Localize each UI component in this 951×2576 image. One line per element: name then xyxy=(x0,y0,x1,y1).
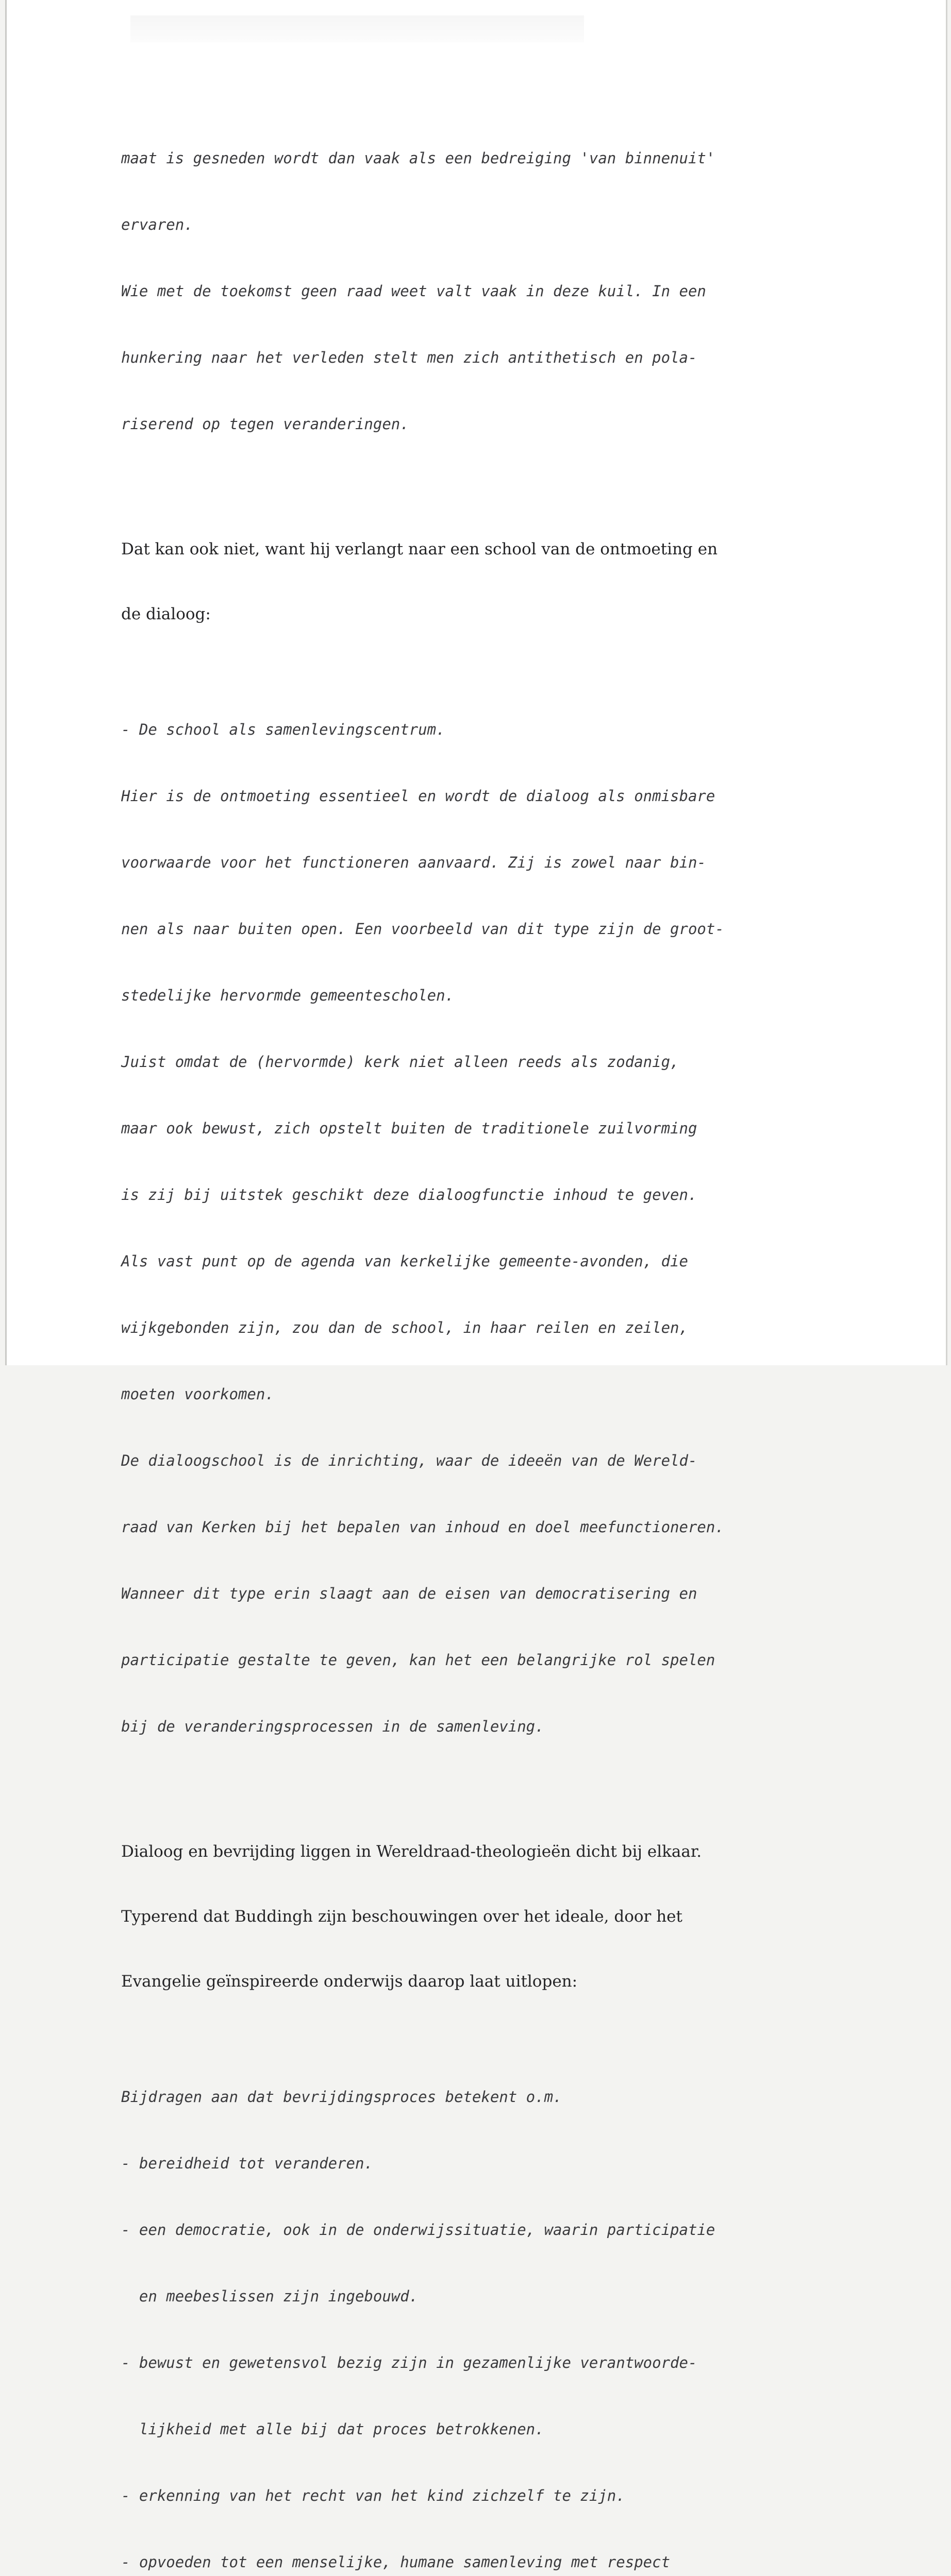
list-item: - bewust en gewetensvol bezig zijn in gezamenlijke verantwoorde- xyxy=(121,2354,697,2371)
text-line: Typerend dat Buddingh zijn beschouwingen over het ideale, door het xyxy=(121,1907,682,1926)
paragraph-typewriter-3 xyxy=(121,2042,869,2576)
list-item: en meebeslissen zijn ingebouwd. xyxy=(121,2287,419,2305)
text-line: Bijdragen aan dat bevrijdingsproces betekent o.m. xyxy=(121,2088,562,2106)
text-line: bij de veranderingsprocessen in de samenleving. xyxy=(121,1718,544,1735)
paragraph-serif-2 xyxy=(121,1798,869,2036)
text-line: stedelijke hervormde gemeentescholen. xyxy=(121,987,455,1004)
paragraph-typewriter-2 xyxy=(121,674,869,1782)
text-line: maat is gesneden wordt dan vaak als een bedreiging 'van binnenuit' xyxy=(121,149,715,167)
text-line: ervaren. xyxy=(121,216,193,233)
text-line: Evangelie geïnspireerde onderwijs daarop laat uitlopen: xyxy=(121,1972,578,1991)
list-item: - bereidheid tot veranderen. xyxy=(121,2155,373,2172)
list-item: lijkheid met alle bij dat proces betrokkenen. xyxy=(121,2420,544,2438)
bleed-through-shadow xyxy=(130,15,584,42)
text-line: De dialoogschool is de inrichting, waar de ideeën van de Wereld- xyxy=(121,1452,697,1469)
paragraph-typewriter-1 xyxy=(121,103,869,480)
text-line: hunkering naar het verleden stelt men zich antithetisch en pola- xyxy=(121,349,697,366)
page-sheet xyxy=(5,0,947,2571)
text-line: riserend op tegen veranderingen. xyxy=(121,415,409,433)
list-item: - erkenning van het recht van het kind zichzelf te zijn. xyxy=(121,2487,625,2504)
list-item: - opvoeden tot een menselijke, humane samenleving met respect xyxy=(121,2553,671,2571)
page-content xyxy=(121,103,869,2576)
text-line: maar ook bewust, zich opstelt buiten de traditionele zuilvorming xyxy=(121,1120,697,1137)
text-line: Hier is de ontmoeting essentieel en wordt de dialoog als onmisbare xyxy=(121,787,715,805)
text-line: Als vast punt op de agenda van kerkelijke gemeente-avonden, die xyxy=(121,1252,688,1270)
text-line: participatie gestalte te geven, kan het een belangrijke rol spelen xyxy=(121,1651,715,1669)
text-line: - De school als samenlevingscentrum. xyxy=(121,721,445,738)
text-line: Dat kan ook niet, want hij verlangt naar een school van de ontmoeting en xyxy=(121,540,718,558)
text-line: Juist omdat de (hervormde) kerk niet alleen reeds als zodanig, xyxy=(121,1053,679,1071)
text-line: is zij bij uitstek geschikt deze dialoogfunctie inhoud te geven. xyxy=(121,1186,697,1204)
text-line: Wanneer dit type erin slaagt aan de eisen van democratisering en xyxy=(121,1585,697,1602)
list-item: - een democratie, ook in de onderwijssituatie, waarin participatie xyxy=(121,2221,715,2239)
paragraph-serif-1 xyxy=(121,495,869,668)
text-line: nen als naar buiten open. Een voorbeeld van dit type zijn de groot- xyxy=(121,920,724,938)
text-line: raad van Kerken bij het bepalen van inhoud en doel meefunctioneren. xyxy=(121,1518,724,1536)
text-line: moeten voorkomen. xyxy=(121,1385,274,1403)
text-line: voorwaarde voor het functioneren aanvaard. Zij is zowel naar bin- xyxy=(121,854,706,871)
text-line: Wie met de toekomst geen raad weet valt vaak in deze kuil. In een xyxy=(121,282,706,300)
text-line: Dialoog en bevrijding liggen in Wereldraad-theologieën dicht bij elkaar. xyxy=(121,1842,702,1861)
text-line: de dialoog: xyxy=(121,605,211,623)
text-line: wijkgebonden zijn, zou dan de school, in haar reilen en zeilen, xyxy=(121,1319,688,1336)
